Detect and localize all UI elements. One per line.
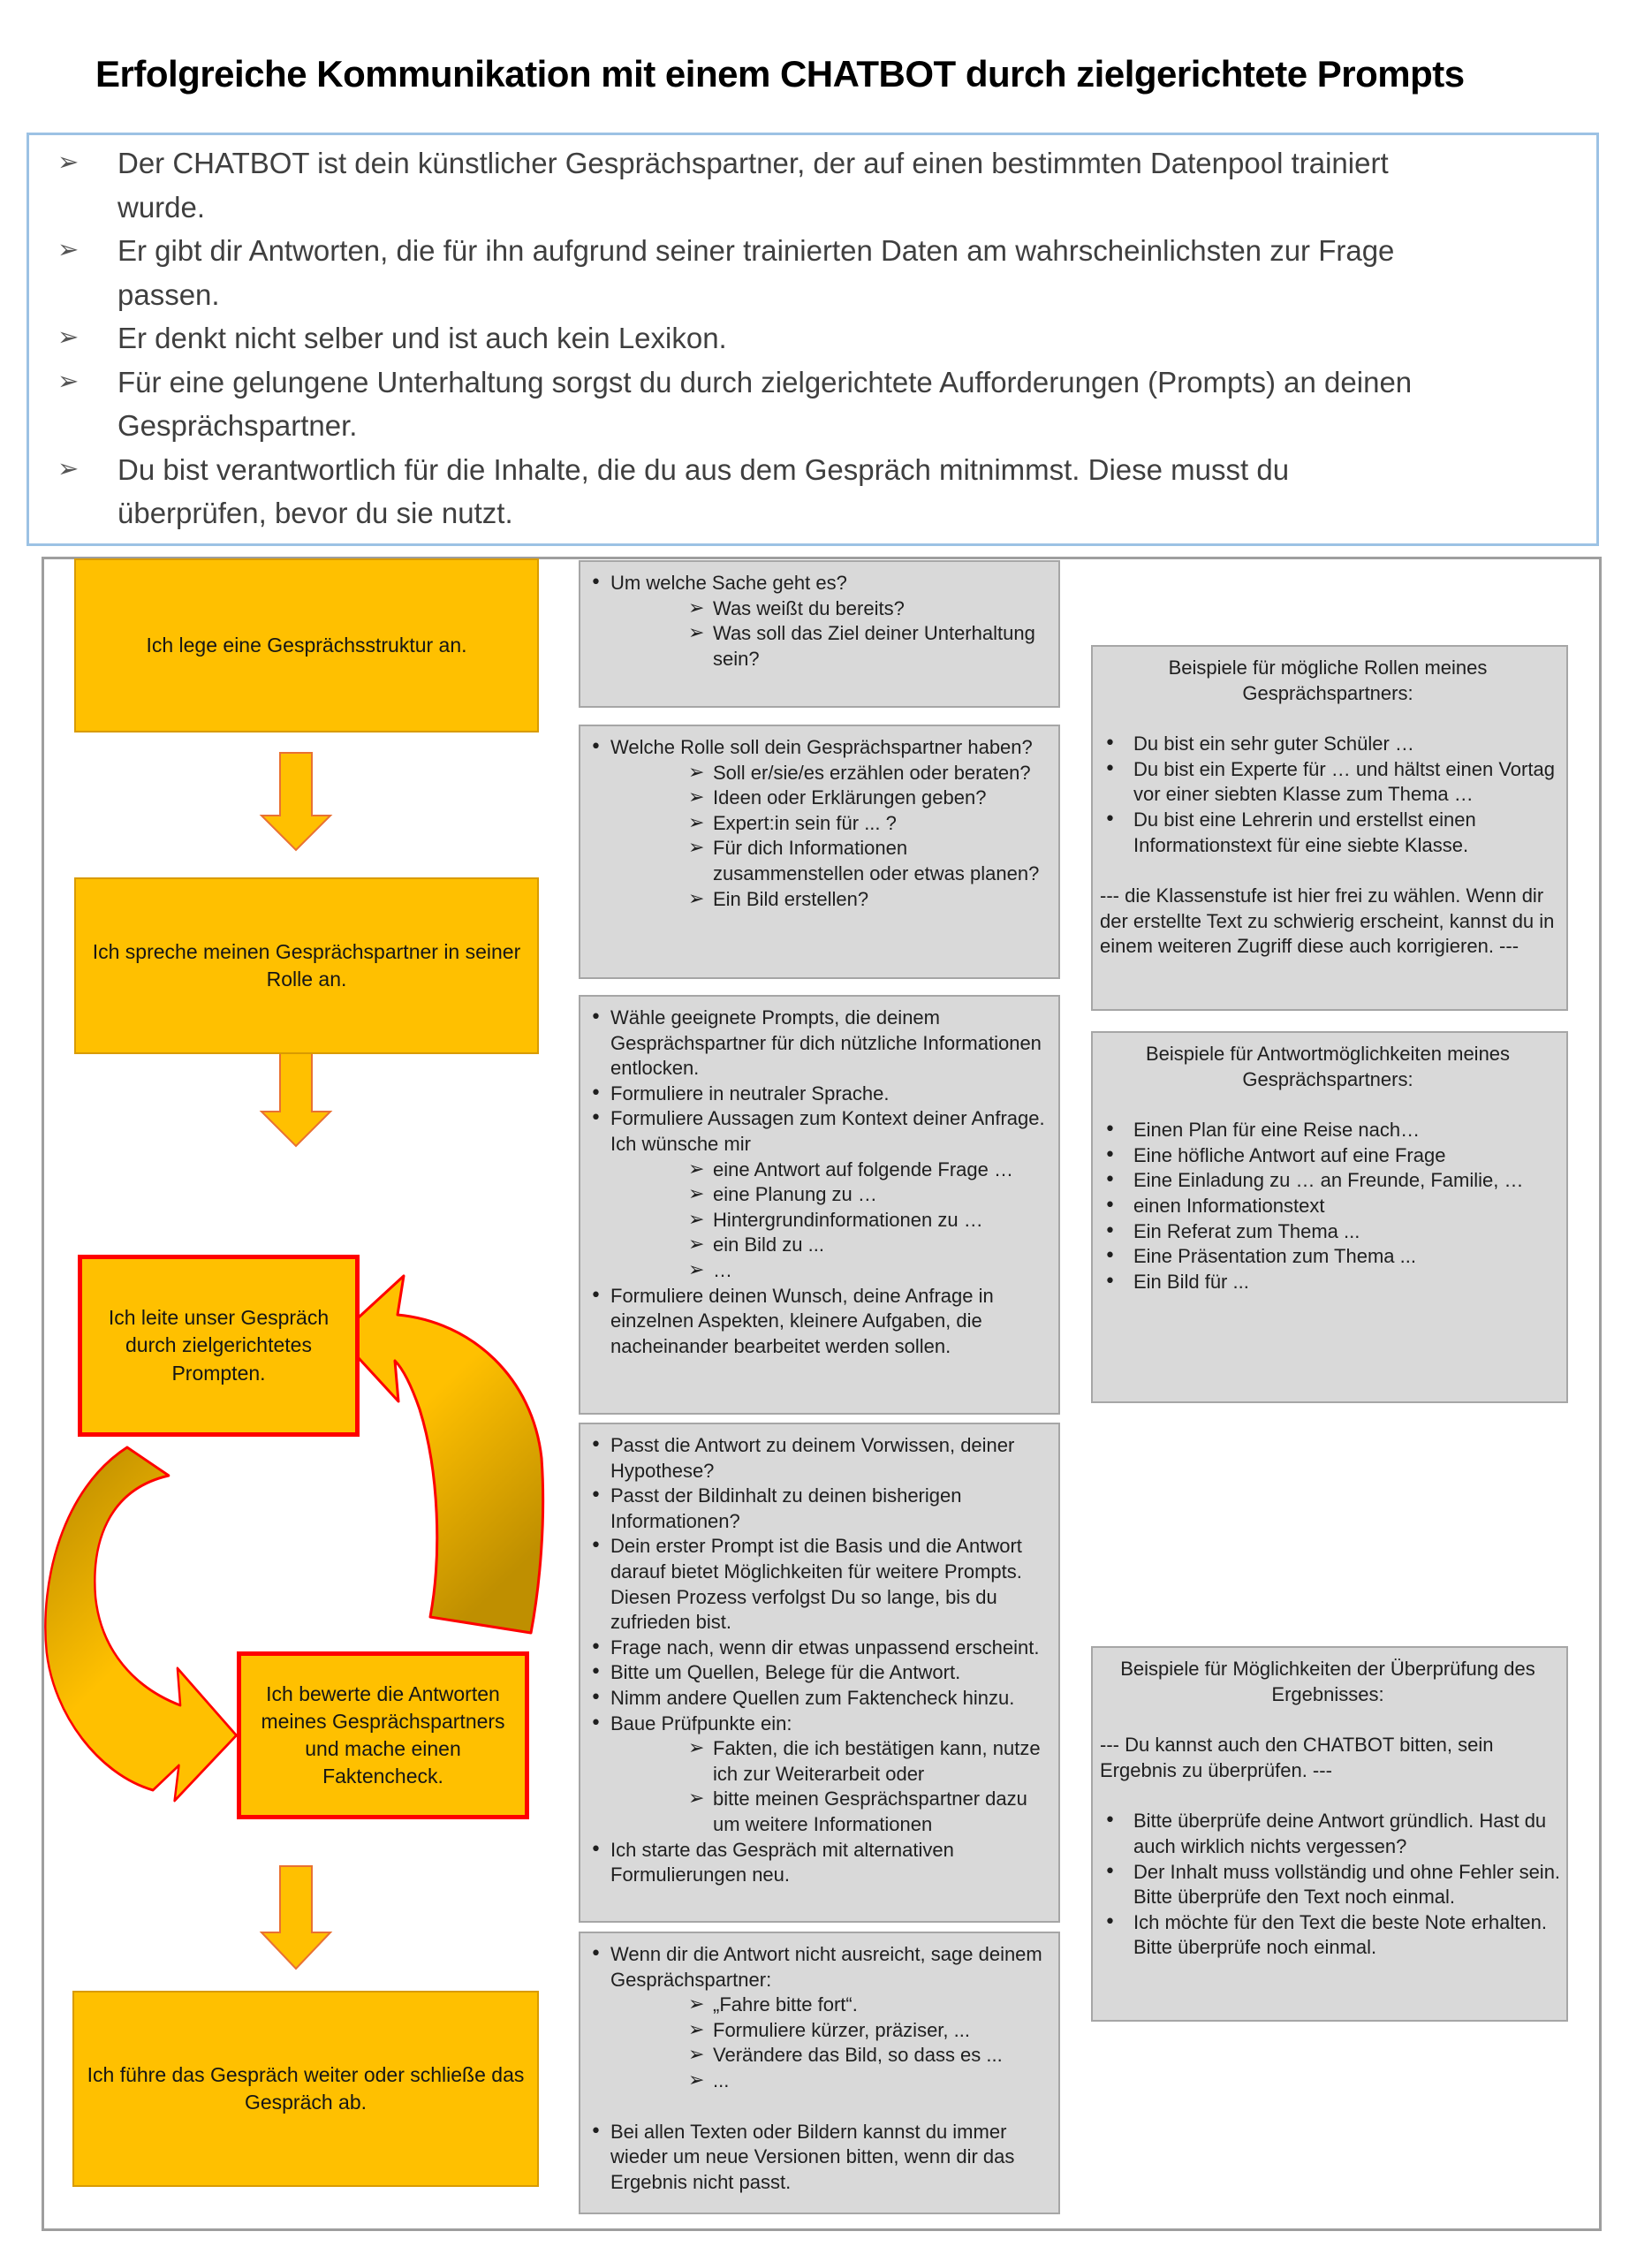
arrow-bullet-icon: ➢: [688, 887, 705, 910]
bullet-icon: •: [590, 1284, 602, 1307]
list-item: [1093, 1219, 1563, 1245]
item-text: Du bist ein Experte für … und hältst einen Vortag vor einer siebten Klasse zum Thema …: [1133, 757, 1555, 806]
spacer: [1093, 1707, 1563, 1733]
bullet-icon: •: [1104, 1810, 1116, 1833]
examples-box-answers: [1091, 1031, 1568, 1403]
list-item: [1093, 1194, 1563, 1219]
item-text: Fakten, die ich bestätigen kann, nutze ich zur Weiterarbeit oder: [713, 1737, 1041, 1785]
arrow-bullet-icon: ➢: [688, 1158, 705, 1180]
bullet-icon: •: [1104, 1169, 1116, 1192]
bullet-icon: •: [590, 1686, 602, 1709]
list-item: [580, 1106, 1055, 1157]
item-text: Um welche Sache geht es?: [610, 572, 847, 594]
sub-list-item: [580, 2018, 1055, 2044]
item-text: Du bist verantwortlich für die Inhalte, die du aus dem Gespräch mitnimmst. Diese musst du überprüfen, bevor du sie nutzt.: [117, 452, 1290, 529]
list-item: [580, 1838, 1055, 1888]
item-text: Wähle geeignete Prompts, die deinem Gesprächspartner für dich nützliche Informationen entlocken.: [610, 1006, 1042, 1080]
sub-list-item: [580, 1787, 1055, 1837]
list-item: [1093, 1860, 1563, 1910]
item-text: Ein Referat zum Thema ...: [1133, 1219, 1360, 1242]
list-item: [580, 571, 1055, 596]
arrow-bullet-icon: ➢: [688, 2068, 705, 2091]
list-item: [1093, 1143, 1563, 1169]
sub-list-item: [580, 1208, 1055, 1233]
bullet-icon: •: [590, 1082, 602, 1104]
list-item: [1093, 757, 1563, 808]
arrow-bullet-icon: ➢: [688, 786, 705, 809]
arrow-bullet-icon: ➢: [688, 622, 705, 645]
flow-step-1-label: Ich lege eine Gesprächsstruktur an.: [146, 633, 467, 657]
box-title: [1093, 656, 1563, 706]
item-text: Formuliere deinen Wunsch, deine Anfrage in einzelnen Aspekten, kleinere Aufgaben, die nacheinander bearbeitet werden sollen.: [610, 1284, 994, 1357]
item-text: --- Du kannst auch den CHATBOT bitten, sein Ergebnis zu überprüfen. ---: [1100, 1734, 1494, 1781]
bullet-icon: •: [590, 1434, 602, 1456]
item-text: Eine höfliche Antwort auf eine Frage: [1133, 1143, 1446, 1166]
item-text: eine Planung zu …: [713, 1183, 877, 1206]
item-text: einen Informationstext: [1133, 1194, 1325, 1217]
sub-list-item: [580, 836, 1055, 886]
arrow-bullet-icon: ➢: [688, 1993, 705, 2016]
list-item: [580, 1433, 1055, 1484]
sub-list-item: [580, 1736, 1055, 1787]
sub-list-item: [580, 1993, 1055, 2018]
item-text: Ich starte das Gespräch mit alternativen Formulierungen neu.: [610, 1838, 954, 1886]
item-text: Für eine gelungene Unterhaltung sorgst du durch zielgerichtete Aufforderungen (Prompts) an deinen Gesprächspartner.: [117, 365, 1413, 442]
item-text: Du bist ein sehr guter Schüler …: [1133, 732, 1414, 755]
list-item: [1093, 732, 1563, 757]
sub-list-item: [580, 2068, 1055, 2094]
bullet-icon: •: [1104, 732, 1116, 755]
sub-list-item: [29, 229, 1437, 316]
sub-list-item: [580, 621, 1055, 672]
examples-box-verification: [1091, 1646, 1568, 2022]
list-item: [580, 1082, 1055, 1107]
flow-arrow-down-3: [261, 1865, 331, 1970]
sub-list-item: [29, 361, 1437, 448]
item-text: Du bist eine Lehrerin und erstellst einen Informationstext für eine siebte Klasse.: [1133, 808, 1476, 856]
list-item: [580, 1284, 1055, 1360]
sub-list-item: [29, 448, 1437, 535]
intro-box: [27, 133, 1599, 546]
sub-list-item: [580, 1182, 1055, 1208]
item-text: Bei allen Texten oder Bildern kannst du immer wieder um neue Versionen bitten, wenn dir das Ergebnis nicht passt.: [610, 2120, 1015, 2193]
bullet-icon: •: [1104, 1910, 1116, 1933]
bullet-icon: •: [1104, 757, 1116, 780]
spacer: [580, 2094, 1055, 2120]
box-title: [1093, 1657, 1563, 1707]
sub-list-item: [29, 141, 1437, 229]
guidance-box-role: [579, 725, 1060, 979]
flow-arrow-down-1: [261, 752, 331, 852]
item-text: Beispiele für mögliche Rollen meines Gesprächspartners:: [1168, 657, 1488, 704]
item-text: Hintergrundinformationen zu …: [713, 1208, 983, 1231]
item-text: …: [713, 1258, 732, 1281]
item-text: Eine Einladung zu … an Freunde, Familie, …: [1133, 1169, 1524, 1192]
list-item: [580, 1534, 1055, 1635]
list-item: [580, 1660, 1055, 1686]
guidance-box-continue: [579, 1932, 1060, 2214]
arrow-bullet-icon: ➢: [688, 837, 705, 860]
arrow-bullet-icon: ➢: [688, 1208, 705, 1231]
bullet-icon: •: [590, 1636, 602, 1659]
list-item: [580, 1484, 1055, 1534]
arrow-bullet-icon: ➢: [688, 596, 705, 619]
list-item: [1093, 1168, 1563, 1194]
item-text: Wenn dir die Antwort nicht ausreicht, sage deinem Gesprächspartner:: [610, 1943, 1042, 1991]
bullet-icon: •: [590, 1661, 602, 1684]
bullet-icon: •: [590, 1712, 602, 1734]
flow-step-4-label: Ich bewerte die Antworten meines Gesprächspartners und mache einen Faktencheck.: [261, 1681, 505, 1788]
list-item: [1093, 1270, 1563, 1295]
arrow-bullet-icon: ➢: [688, 2044, 705, 2067]
arrow-bullet-icon: ➢: [57, 147, 80, 177]
list-item: [580, 1006, 1055, 1082]
page-title: Erfolgreiche Kommunikation mit einem CHATBOT durch zielgerichtete Prompts: [95, 53, 1465, 95]
sub-list-item: [580, 1233, 1055, 1258]
list-item: [1093, 1809, 1563, 1859]
arrow-bullet-icon: ➢: [688, 1258, 705, 1281]
item-text: Passt die Antwort zu deinem Vorwissen, deiner Hypothese?: [610, 1434, 1015, 1482]
list-item: [580, 1686, 1055, 1712]
item-text: Der CHATBOT ist dein künstlicher Gesprächspartner, der auf einen bestimmten Datenpool trainiert wurde.: [117, 147, 1389, 224]
bullet-icon: •: [590, 1484, 602, 1507]
item-text: Beispiele für Möglichkeiten der Überprüfung des Ergebnisses:: [1120, 1658, 1535, 1705]
flow-step-2-label: Ich spreche meinen Gesprächspartner in seiner Rolle an.: [92, 939, 521, 991]
item-text: Formuliere in neutraler Sprache.: [610, 1082, 890, 1104]
item-text: Er gibt dir Antworten, die für ihn aufgrund seiner trainierten Daten am wahrscheinlichsten zur Frage passen.: [117, 234, 1395, 311]
sub-list-item: [29, 316, 1437, 361]
bullet-icon: •: [1104, 1194, 1116, 1217]
bullet-icon: •: [590, 1006, 602, 1029]
item-text: Formuliere kürzer, präziser, ...: [713, 2018, 970, 2041]
item-text: Was soll das Ziel deiner Unterhaltung sein?: [713, 622, 1035, 670]
item-text: Welche Rolle soll dein Gesprächspartner haben?: [610, 736, 1033, 758]
sub-list-item: [580, 887, 1055, 913]
flow-step-2-box: [74, 877, 539, 1054]
sub-list-item: [580, 1258, 1055, 1284]
flow-step-4-box: [237, 1651, 529, 1819]
item-text: Ein Bild für ...: [1133, 1270, 1249, 1293]
arrow-bullet-icon: ➢: [688, 811, 705, 834]
spacer: [1093, 706, 1563, 732]
guidance-box-evaluate: [579, 1423, 1060, 1923]
sub-list-item: [580, 2043, 1055, 2068]
list-item: [1093, 1910, 1563, 1961]
item-text: Expert:in sein für ... ?: [713, 811, 897, 834]
item-text: Verändere das Bild, so dass es ...: [713, 2044, 1003, 2067]
item-text: Passt der Bildinhalt zu deinen bisherigen Informationen?: [610, 1484, 962, 1532]
list-item: [580, 1942, 1055, 1993]
flow-step-5-label: Ich führe das Gespräch weiter oder schließe das Gespräch ab.: [87, 2062, 525, 2114]
flow-step-1-box: [74, 558, 539, 732]
guidance-box-topic: [579, 560, 1060, 708]
spacer: [1093, 858, 1563, 884]
sub-list-item: [580, 811, 1055, 837]
item-text: Was weißt du bereits?: [713, 596, 905, 619]
flow-step-3-label: Ich leite unser Gespräch durch zielgerichtetes Prompten.: [108, 1306, 330, 1385]
item-text: Frage nach, wenn dir etwas unpassend erscheint.: [610, 1636, 1040, 1659]
item-text: Ideen oder Erklärungen geben?: [713, 786, 987, 809]
item-text: ein Bild zu ...: [713, 1233, 824, 1256]
item-text: Ein Bild erstellen?: [713, 887, 869, 910]
item-text: bitte meinen Gesprächspartner dazu um weitere Informationen: [713, 1788, 1027, 1835]
sub-list-item: [580, 761, 1055, 786]
item-text: Einen Plan für eine Reise nach…: [1133, 1119, 1421, 1142]
item-text: Er denkt nicht selber und ist auch kein Lexikon.: [117, 322, 727, 354]
item-text: Nimm andere Quellen zum Faktencheck hinzu.: [610, 1686, 1015, 1709]
item-text: ...: [713, 2068, 730, 2091]
item-text: Bitte um Quellen, Belege für die Antwort.: [610, 1661, 961, 1684]
arrow-bullet-icon: ➢: [688, 2018, 705, 2041]
item-text: Eine Präsentation zum Thema ...: [1133, 1245, 1416, 1268]
list-item: [1093, 1118, 1563, 1143]
bullet-icon: •: [590, 1838, 602, 1861]
list-item: [580, 735, 1055, 761]
arrow-bullet-icon: ➢: [57, 452, 80, 483]
item-text: Bitte überprüfe deine Antwort gründlich. Hast du auch wirklich nichts vergessen?: [1133, 1810, 1547, 1857]
box-title: [1093, 1042, 1563, 1092]
item-text: --- die Klassenstufe ist hier frei zu wählen. Wenn dir der erstellte Text zu schwierig erscheint, kannst du in einem weiteren Zugriff diese auch korrigieren. ---: [1100, 884, 1555, 958]
item-text: Für dich Informationen zusammenstellen oder etwas planen?: [713, 837, 1040, 884]
item-text: Soll er/sie/es erzählen oder beraten?: [713, 761, 1031, 784]
sub-list-item: [580, 1158, 1055, 1183]
arrow-bullet-icon: ➢: [688, 761, 705, 784]
cycle-arrow-down-right-icon: [27, 1440, 239, 1794]
bullet-icon: •: [1104, 1219, 1116, 1242]
flow-step-5-box: [72, 1991, 539, 2187]
item-text: Der Inhalt muss vollständig und ohne Fehler sein. Bitte überprüfe den Text noch einmal.: [1133, 1860, 1561, 1909]
list-item: [580, 1712, 1055, 1737]
bullet-icon: •: [590, 572, 602, 594]
item-text: „Fahre bitte fort“.: [713, 1993, 858, 2016]
item-text: Baue Prüfpunkte ein:: [610, 1712, 792, 1734]
spacer: [1093, 1092, 1563, 1118]
bullet-icon: •: [1104, 1119, 1116, 1142]
examples-box-roles: [1091, 645, 1568, 1011]
bullet-icon: •: [590, 2120, 602, 2143]
bullet-icon: •: [590, 736, 602, 758]
paragraph: [1093, 884, 1563, 960]
list-item: [580, 1636, 1055, 1661]
guidance-box-prompts: [579, 995, 1060, 1415]
arrow-bullet-icon: ➢: [57, 234, 80, 264]
spacer: [1093, 1783, 1563, 1809]
item-text: Formuliere Aussagen zum Kontext deiner Anfrage. Ich wünsche mir: [610, 1107, 1045, 1155]
sub-list-item: [580, 596, 1055, 622]
bullet-icon: •: [1104, 1245, 1116, 1268]
arrow-bullet-icon: ➢: [688, 1788, 705, 1810]
arrow-bullet-icon: ➢: [688, 1233, 705, 1256]
arrow-bullet-icon: ➢: [688, 1183, 705, 1206]
flow-step-3-box: [78, 1255, 360, 1437]
sub-list-item: [580, 786, 1055, 811]
list-item: [1093, 1244, 1563, 1270]
list-item: [1093, 808, 1563, 858]
bullet-icon: •: [590, 1535, 602, 1558]
arrow-bullet-icon: ➢: [57, 322, 80, 352]
bullet-icon: •: [1104, 1270, 1116, 1293]
flow-arrow-down-2: [261, 1050, 331, 1148]
paragraph: [1093, 1733, 1563, 1783]
bullet-icon: •: [590, 1107, 602, 1130]
item-text: eine Antwort auf folgende Frage …: [713, 1158, 1013, 1180]
item-text: Ich möchte für den Text die beste Note erhalten. Bitte überprüfe noch einmal.: [1133, 1910, 1547, 1959]
bullet-icon: •: [1104, 1143, 1116, 1166]
bullet-icon: •: [1104, 1860, 1116, 1883]
arrow-bullet-icon: ➢: [57, 365, 80, 396]
arrow-bullet-icon: ➢: [688, 1737, 705, 1760]
list-item: [580, 2120, 1055, 2196]
item-text: Beispiele für Antwortmöglichkeiten meines Gesprächspartners:: [1145, 1043, 1511, 1090]
bullet-icon: •: [590, 1943, 602, 1965]
bullet-icon: •: [1104, 808, 1116, 831]
item-text: Dein erster Prompt ist die Basis und die Antwort darauf bietet Möglichkeiten für weitere Prompts. Diesen Prozess verfolgst Du so lange, bis du zufrieden bist.: [610, 1535, 1022, 1634]
